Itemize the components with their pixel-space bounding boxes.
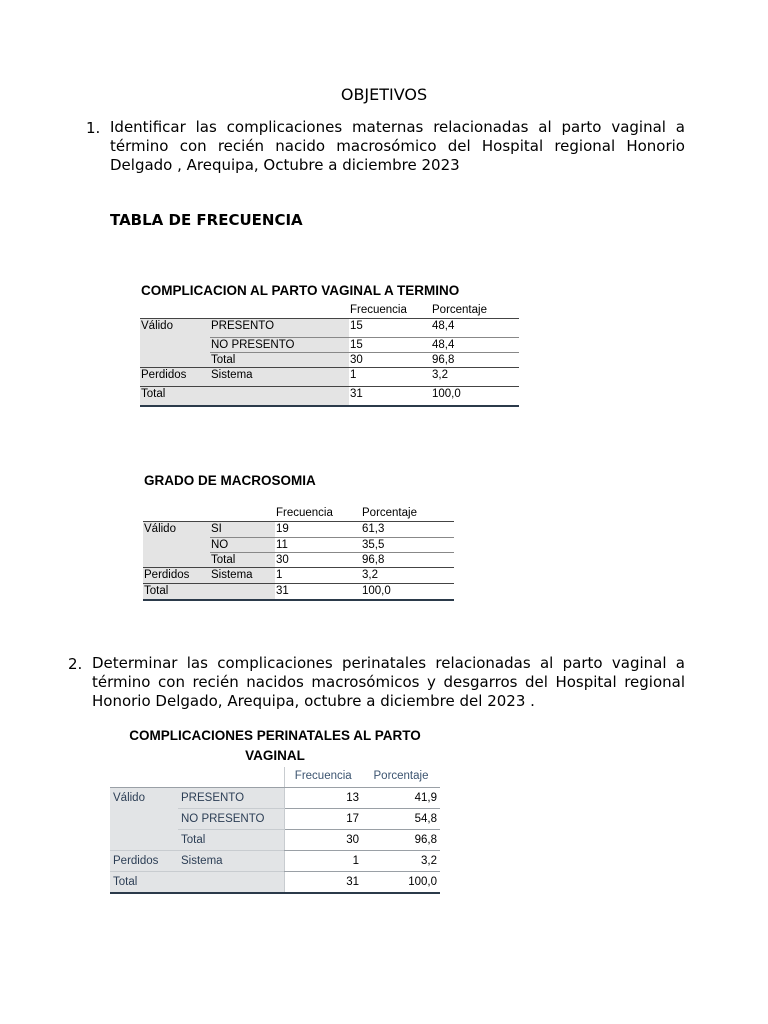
table1-header-freq: Frecuencia (350, 304, 407, 316)
table2-label: Total (210, 552, 275, 568)
table1-freq: 30 (349, 352, 431, 368)
page-heading: OBJETIVOS (340, 85, 428, 104)
table3-header-pct: Porcentaje (362, 767, 440, 788)
table1-label: NO PRESENTO (210, 337, 349, 352)
table1-label: PRESENTO (210, 319, 349, 338)
table3 (110, 767, 440, 894)
table3-header-freq: Frecuencia (284, 767, 362, 788)
table2-label: SI (210, 522, 275, 538)
table-row (143, 584, 454, 601)
table1-header-row (140, 303, 519, 319)
table2-freq: 30 (275, 552, 361, 568)
table1-freq: 15 (349, 337, 431, 352)
table2-pct: 3,2 (361, 568, 454, 584)
table1-pct: 96,8 (431, 352, 519, 368)
table1-label: Sistema (210, 368, 349, 387)
table3-title-line2: VAGINAL (245, 748, 305, 763)
table1-freq: 15 (349, 319, 431, 338)
table3-pct: 3,2 (362, 851, 440, 872)
table3-group: Perdidos (110, 851, 178, 872)
table2-group: Perdidos (143, 568, 210, 584)
table1-pct: 100,0 (431, 387, 519, 407)
table1-pct: 48,4 (431, 337, 519, 352)
table3-header-row (110, 767, 440, 788)
table-row (110, 788, 440, 809)
table-row (110, 872, 440, 894)
table2-header-row (143, 506, 454, 522)
table2-label: NO (210, 537, 275, 552)
table-row (140, 319, 519, 338)
table2-title: GRADO DE MACROSOMIA (144, 473, 316, 488)
table2-group: Total (143, 584, 210, 601)
table3-pct: 100,0 (362, 872, 440, 894)
objective-2-text: Determinar las complicaciones perinatales relacionadas al parto vaginal a término con recién nacidos macrosómicos y desgarros del Hospital regional Honorio Delgado, Arequipa, octubre a diciembre del 2023 . (92, 654, 685, 710)
table3-label: NO PRESENTO (178, 809, 284, 830)
table1-pct: 3,2 (431, 368, 519, 387)
table3-freq: 30 (284, 830, 362, 851)
table-row (110, 851, 440, 872)
table2-pct: 96,8 (361, 552, 454, 568)
table3-pct: 96,8 (362, 830, 440, 851)
section-title: TABLA DE FRECUENCIA (110, 211, 303, 229)
table1-header-pct: Porcentaje (432, 304, 487, 316)
table2-header-pct: Porcentaje (362, 507, 417, 519)
table-row (110, 809, 440, 830)
table3-freq: 31 (284, 872, 362, 894)
table2 (143, 506, 454, 601)
table1-pct: 48,4 (431, 319, 519, 338)
objective-2-number: 2. (68, 655, 83, 673)
table1-label (210, 387, 349, 407)
table2-pct: 100,0 (361, 584, 454, 601)
table3-pct: 41,9 (362, 788, 440, 809)
table1-title: COMPLICACION AL PARTO VAGINAL A TERMINO (141, 283, 460, 298)
table1-freq: 31 (349, 387, 431, 407)
table3-freq: 17 (284, 809, 362, 830)
table2-group: Válido (143, 522, 210, 538)
table2-freq: 1 (275, 568, 361, 584)
table3-label: PRESENTO (178, 788, 284, 809)
table-row (140, 352, 519, 368)
table2-header-freq: Frecuencia (276, 507, 333, 519)
objective-1-text: Identificar las complicaciones maternas relacionadas al parto vaginal a término con recién nacido macrosómico del Hospital regional Honorio Delgado , Arequipa, Octubre a diciembre 2023 (110, 118, 685, 174)
table-row (143, 568, 454, 584)
table3-label: Sistema (178, 851, 284, 872)
table3-pct: 54,8 (362, 809, 440, 830)
table3-title-line1: COMPLICACIONES PERINATALES AL PARTO (129, 728, 421, 743)
table-row (140, 337, 519, 352)
table-row (143, 537, 454, 552)
table1-group: Total (140, 387, 210, 407)
table2-freq: 19 (275, 522, 361, 538)
table3-group: Válido (110, 788, 178, 809)
table3-label: Total (178, 830, 284, 851)
table3-freq: 1 (284, 851, 362, 872)
table2-pct: 61,3 (361, 522, 454, 538)
table3-group: Total (110, 872, 178, 894)
table-row (110, 830, 440, 851)
table3-label (178, 872, 284, 894)
table1-freq: 1 (349, 368, 431, 387)
objective-1-number: 1. (86, 119, 101, 137)
table2-label: Sistema (210, 568, 275, 584)
table-row (140, 387, 519, 407)
table-row (143, 522, 454, 538)
table2-label (210, 584, 275, 601)
table1-group: Perdidos (140, 368, 210, 387)
table1-group: Válido (140, 319, 210, 338)
table-row (140, 368, 519, 387)
table2-freq: 31 (275, 584, 361, 601)
table-row (143, 552, 454, 568)
table1 (140, 303, 519, 407)
table2-pct: 35,5 (361, 537, 454, 552)
table1-label: Total (210, 352, 349, 368)
table2-freq: 11 (275, 537, 361, 552)
table3-freq: 13 (284, 788, 362, 809)
